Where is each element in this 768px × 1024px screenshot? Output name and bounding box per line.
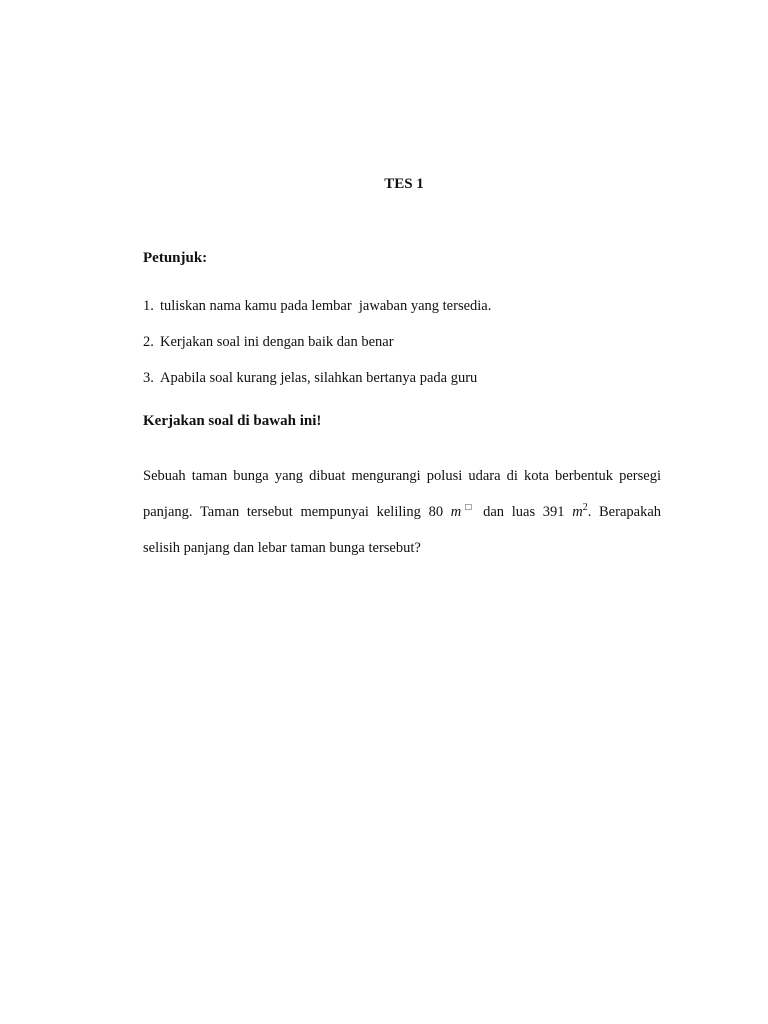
list-item-number: 3.	[143, 370, 154, 386]
list-item-number: 2.	[143, 334, 154, 350]
list-item-text: Apabila soal kurang jelas, silahkan bertanya pada guru	[160, 370, 478, 386]
list-item	[143, 367, 491, 403]
task-heading: Kerjakan soal di bawah ini!	[143, 413, 322, 429]
problem-text: panjang. Taman tersebut mempunyai keliling 80	[143, 504, 451, 520]
unit-perimeter: m□	[450, 502, 476, 520]
list-item	[143, 331, 491, 367]
instructions-list	[143, 295, 491, 403]
unit-perimeter-superscript: □	[461, 502, 476, 513]
unit-area-superscript: 2	[582, 502, 588, 513]
list-item-text: tuliskan nama kamu pada lembar jawaban yang tersedia.	[160, 298, 492, 314]
problem-paragraph	[143, 458, 661, 566]
page-title: TES 1	[384, 176, 424, 192]
list-item-number: 1.	[143, 298, 154, 314]
problem-text: . Berapakah	[587, 504, 662, 520]
problem-text: dan luas 391	[475, 504, 573, 520]
instructions-heading: Petunjuk:	[143, 250, 208, 266]
problem-line-2	[143, 494, 661, 530]
unit-area: $m^2$	[572, 502, 588, 520]
problem-line-1: Sebuah taman bunga yang dibuat mengurangi polusi udara di kota berbentuk persegi	[143, 468, 661, 484]
list-item-text: Kerjakan soal ini dengan baik dan benar	[160, 334, 394, 350]
list-item	[143, 295, 491, 331]
problem-line-3: selisih panjang dan lebar taman bunga tersebut?	[143, 540, 421, 556]
